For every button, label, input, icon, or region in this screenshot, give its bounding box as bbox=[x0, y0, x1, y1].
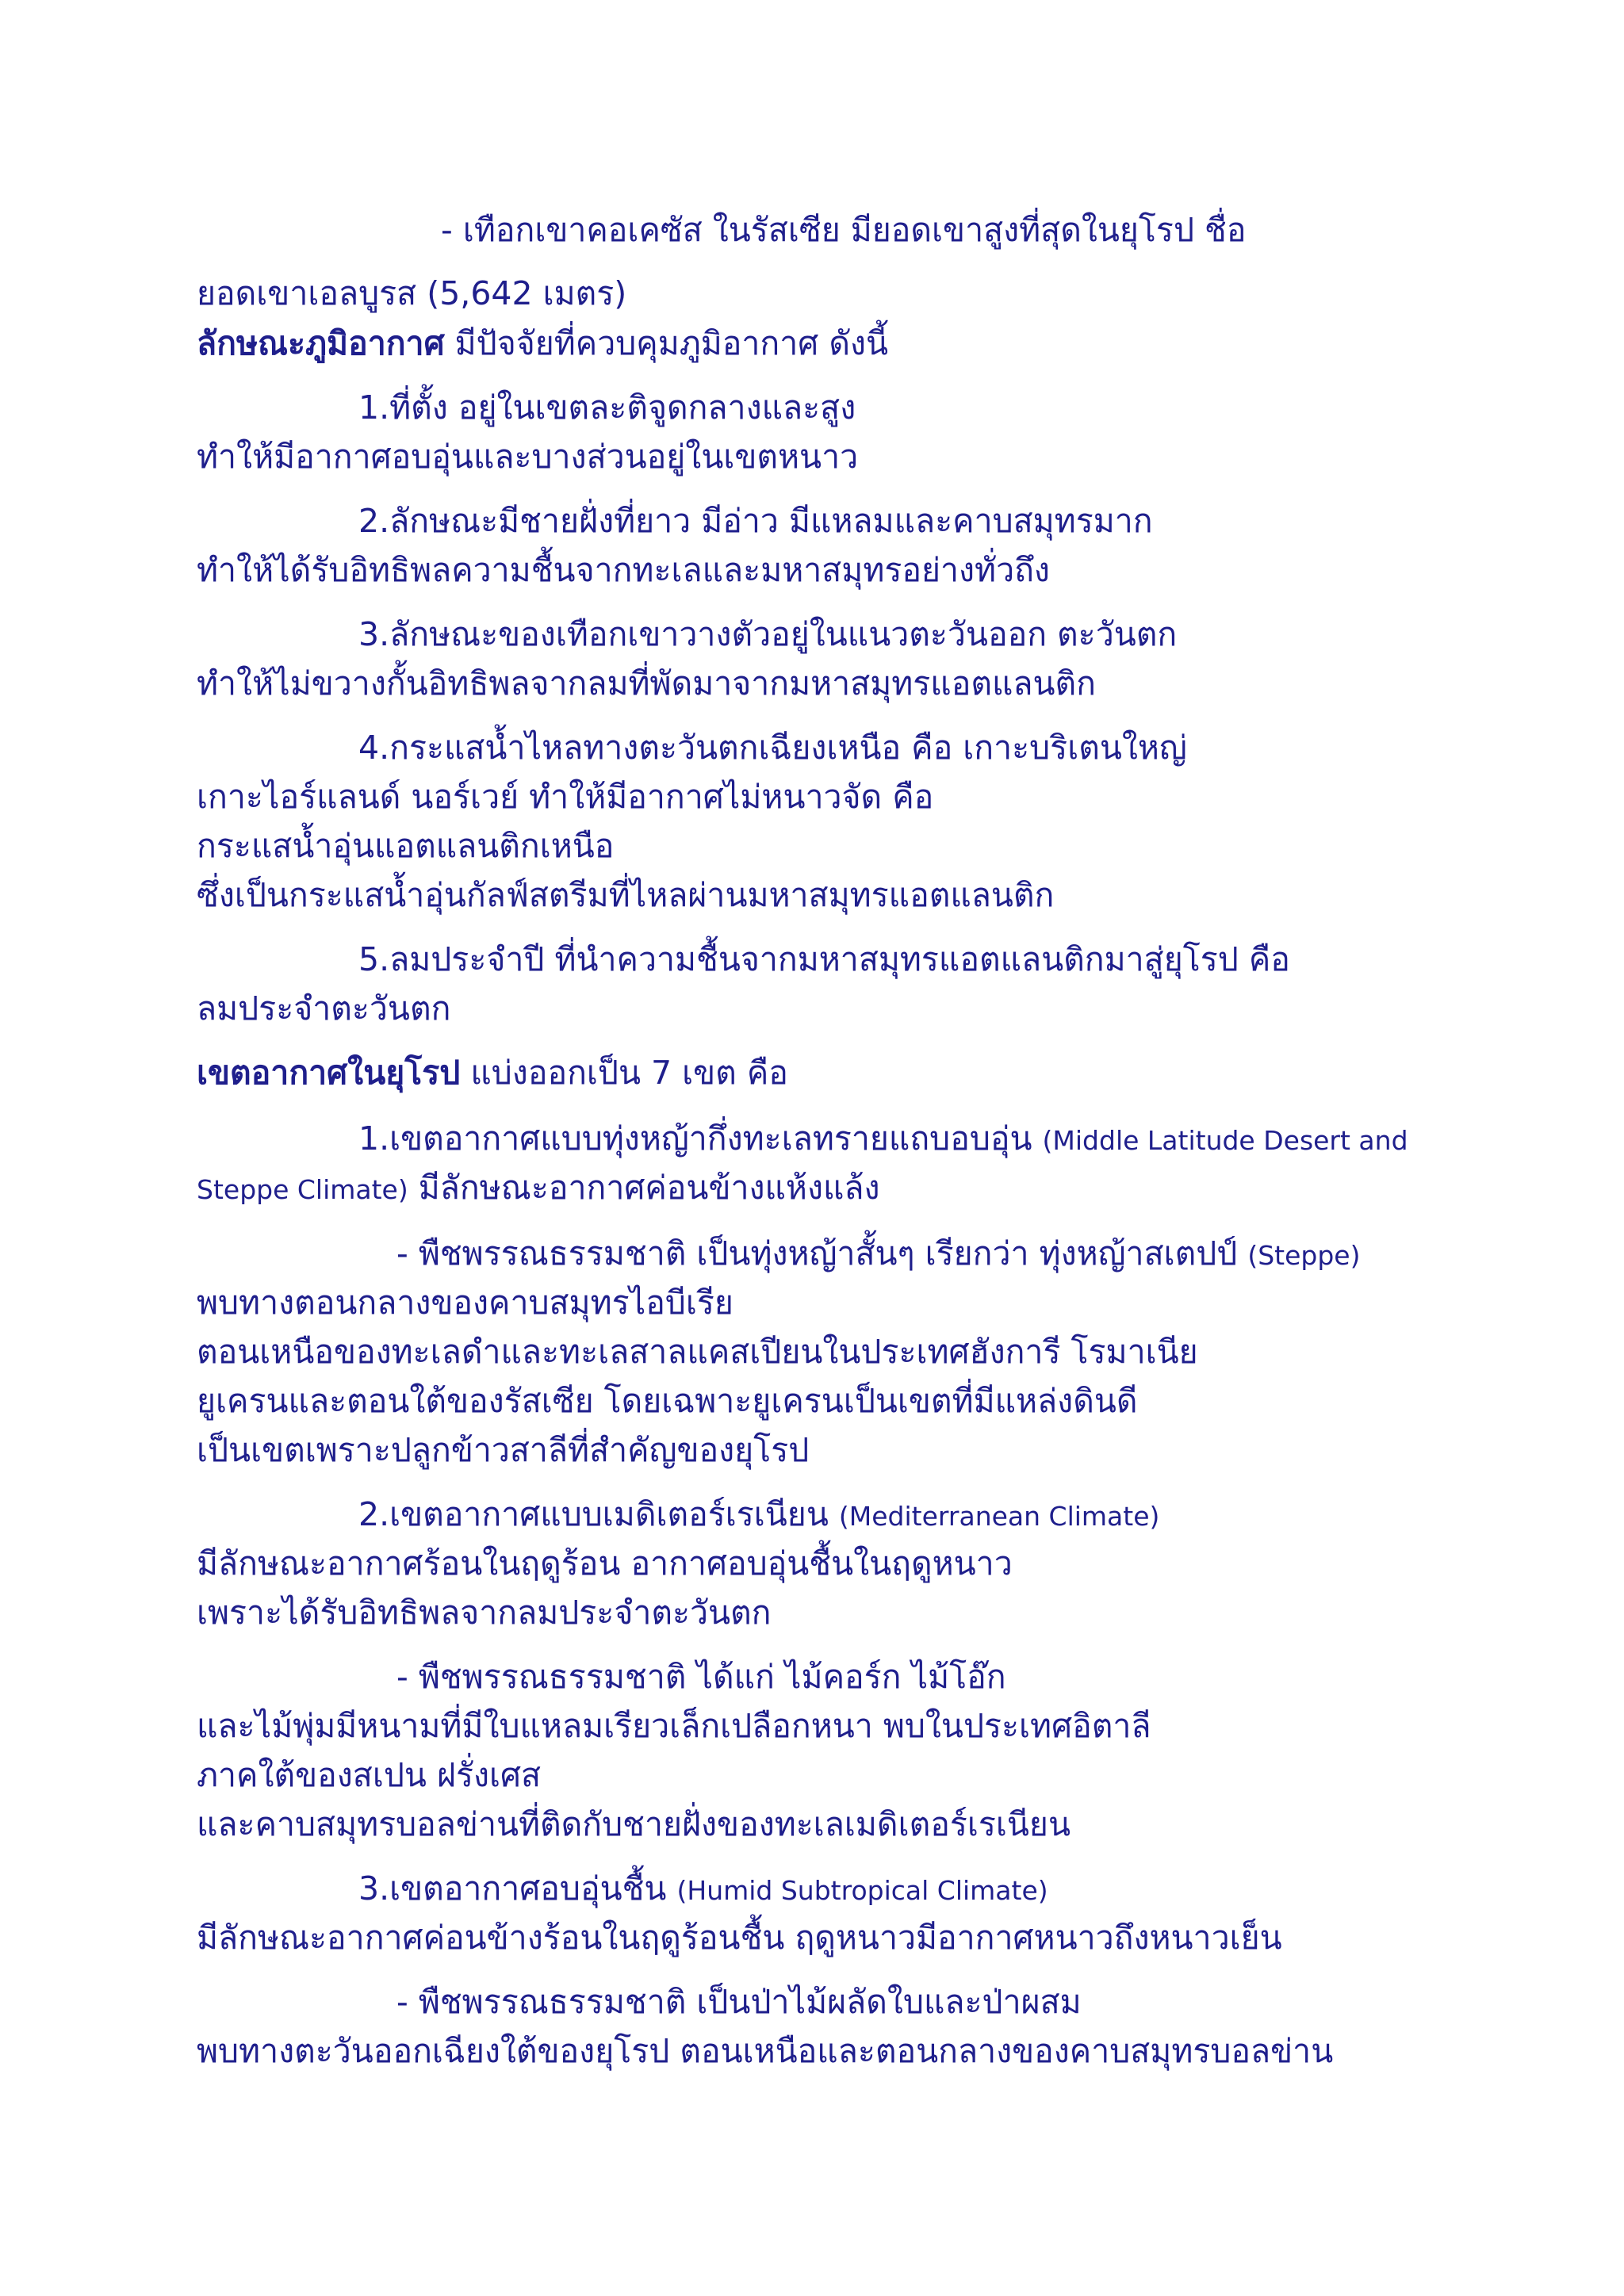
zone-1-title-line bbox=[358, 1116, 1408, 1163]
zone-2-plants-line-1: - พืชพรรณธรรมชาติ ได้แก่ ไม้คอร์ก ไม้โอ๊ก bbox=[396, 1658, 1006, 1696]
factor-4-line-4: ซึ่งเป็นกระแสน้ำอุ่นกัลฟ์สตรีมที่ไหลผ่านมหาสมุทรแอตแลนติก bbox=[197, 876, 1055, 914]
climate-factors-heading-rest: มีปัจจัยที่ควบคุมภูมิอากาศ ดังนี้ bbox=[444, 324, 888, 362]
factor-5-line-2: ลมประจำตะวันตก bbox=[197, 989, 451, 1027]
zone-3-plants-line-1: - พืชพรรณธรรมชาติ เป็นป่าไม้ผลัดใบและป่าผสม bbox=[396, 1983, 1082, 2021]
zone-1-plants-line-3: ตอนเหนือของทะเลดำและทะเลสาลแคสเปียนในประเทศฮังการี โรมาเนีย bbox=[197, 1333, 1198, 1371]
factor-1-line-2: ทำให้มีอากาศอบอุ่นและบางส่วนอยู่ในเขตหนาว bbox=[197, 438, 859, 476]
zone-2-plants-line-2: และไม้พุ่มมีหนามที่มีใบแหลมเรียวเล็กเปลือกหนา พบในประเทศอิตาลี bbox=[197, 1707, 1151, 1745]
factor-3-line-1: 3.ลักษณะของเทือกเขาวางตัวอยู่ในแนวตะวันออก ตะวันตก bbox=[358, 615, 1178, 653]
climate-zones-heading-line bbox=[197, 1050, 788, 1095]
zone-1-plants-line-4: ยูเครนและตอนใต้ของรัสเซีย โดยเฉพาะยูเครนเป็นเขตที่มีแหล่งดินดี bbox=[197, 1382, 1138, 1420]
factor-5-line-1: 5.ลมประจำปี ที่นำความชื้นจากมหาสมุทรแอตแลนติกมาสู่ยุโรป คือ bbox=[358, 940, 1290, 978]
factor-1-line-1: 1.ที่ตั้ง อยู่ในเขตละติจูดกลางและสูง bbox=[358, 388, 856, 427]
zone-1-plants-1-en: (Steppe) bbox=[1247, 1240, 1361, 1271]
factor-4-line-3: กระแสน้ำอุ่นแอตแลนติกเหนือ bbox=[197, 827, 615, 865]
zone-1-plants-line-5: เป็นเขตเพราะปลูกข้าวสาลีที่สำคัญของยุโรป bbox=[197, 1431, 810, 1469]
zone-1-desc-line bbox=[197, 1165, 880, 1212]
zone-2-title: 2.เขตอากาศแบบเมดิเตอร์เรเนียน bbox=[358, 1495, 839, 1533]
zone-1-plants-line-2: พบทางตอนกลางของคาบสมุทรไอบีเรีย bbox=[197, 1284, 733, 1322]
zone-3-plants-line-2: พบทางตะวันออกเฉียงใต้ของยุโรป ตอนเหนือและตอนกลางของคาบสมุทรบอลข่าน bbox=[197, 2032, 1334, 2070]
caucasus-line-1: - เทือกเขาคอเคซัส ในรัสเซีย มียอดเขาสูงที่สุดในยุโรป ชื่อ bbox=[441, 211, 1247, 249]
zone-1-plants-line-1 bbox=[396, 1231, 1360, 1278]
climate-zones-heading-rest: แบ่งออกเป็น 7 เขต คือ bbox=[460, 1054, 788, 1092]
zone-1-english-b: Steppe Climate) bbox=[197, 1174, 408, 1205]
zone-3-title: 3.เขตอากาศอบอุ่นชื้น bbox=[358, 1869, 677, 1908]
factor-3-line-2: ทำให้ไม่ขวางกั้นอิทธิพลจากลมที่พัดมาจากมหาสมุทรแอตแลนติก bbox=[197, 664, 1097, 702]
zone-1-plants-1: - พืชพรรณธรรมชาติ เป็นทุ่งหญ้าสั้นๆ เรียกว่า ทุ่งหญ้าสเตปป์ bbox=[396, 1234, 1248, 1272]
factor-2-line-1: 2.ลักษณะมีชายฝั่งที่ยาว มีอ่าว มีแหลมและคาบสมุทรมาก bbox=[358, 502, 1153, 540]
caucasus-line-2: ยอดเขาเอลบูรส (5,642 เมตร) bbox=[197, 274, 627, 312]
zone-1-desc: มีลักษณะอากาศค่อนข้างแห้งแล้ง bbox=[408, 1169, 880, 1207]
zone-1-english-a: (Middle Latitude Desert and bbox=[1042, 1125, 1408, 1156]
climate-zones-heading: เขตอากาศในยุโรป bbox=[197, 1054, 461, 1092]
factor-4-line-1: 4.กระแสน้ำไหลทางตะวันตกเฉียงเหนือ คือ เกาะบริเตนใหญ่ bbox=[358, 729, 1187, 767]
zone-1-title: 1.เขตอากาศแบบทุ่งหญ้ากึ่งทะเลทรายแถบอบอุ่น bbox=[358, 1119, 1043, 1158]
zone-2-english: (Mediterranean Climate) bbox=[838, 1501, 1160, 1532]
climate-factors-heading: ลักษณะภูมิอากาศ bbox=[197, 324, 445, 362]
factor-4-line-2: เกาะไอร์แลนด์ นอร์เวย์ ทำให้มีอากาศไม่หนาวจัด คือ bbox=[197, 778, 934, 816]
zone-3-title-line bbox=[358, 1866, 1048, 1913]
zone-3-english: (Humid Subtropical Climate) bbox=[676, 1875, 1048, 1906]
zone-2-title-line bbox=[358, 1492, 1159, 1539]
factor-2-line-2: ทำให้ได้รับอิทธิพลความชื้นจากทะเลและมหาสมุทรอย่างทั่วถึง bbox=[197, 551, 1050, 589]
zone-2-desc-line-2: เพราะได้รับอิทธิพลจากลมประจำตะวันตก bbox=[197, 1594, 772, 1632]
zone-2-plants-line-4: และคาบสมุทรบอลข่านที่ติดกับชายฝั่งของทะเลเมดิเตอร์เรเนียน bbox=[197, 1805, 1071, 1843]
zone-3-desc-line-1: มีลักษณะอากาศค่อนข้างร้อนในฤดูร้อนชื้น ฤดูหนาวมีอากาศหนาวถึงหนาวเย็น bbox=[197, 1919, 1282, 1957]
zone-2-plants-line-3: ภาคใต้ของสเปน ฝรั่งเศส bbox=[197, 1756, 542, 1794]
climate-factors-heading-line bbox=[197, 321, 888, 365]
zone-2-desc-line-1: มีลักษณะอากาศร้อนในฤดูร้อน อากาศอบอุ่นชื้นในฤดูหนาว bbox=[197, 1544, 1013, 1582]
